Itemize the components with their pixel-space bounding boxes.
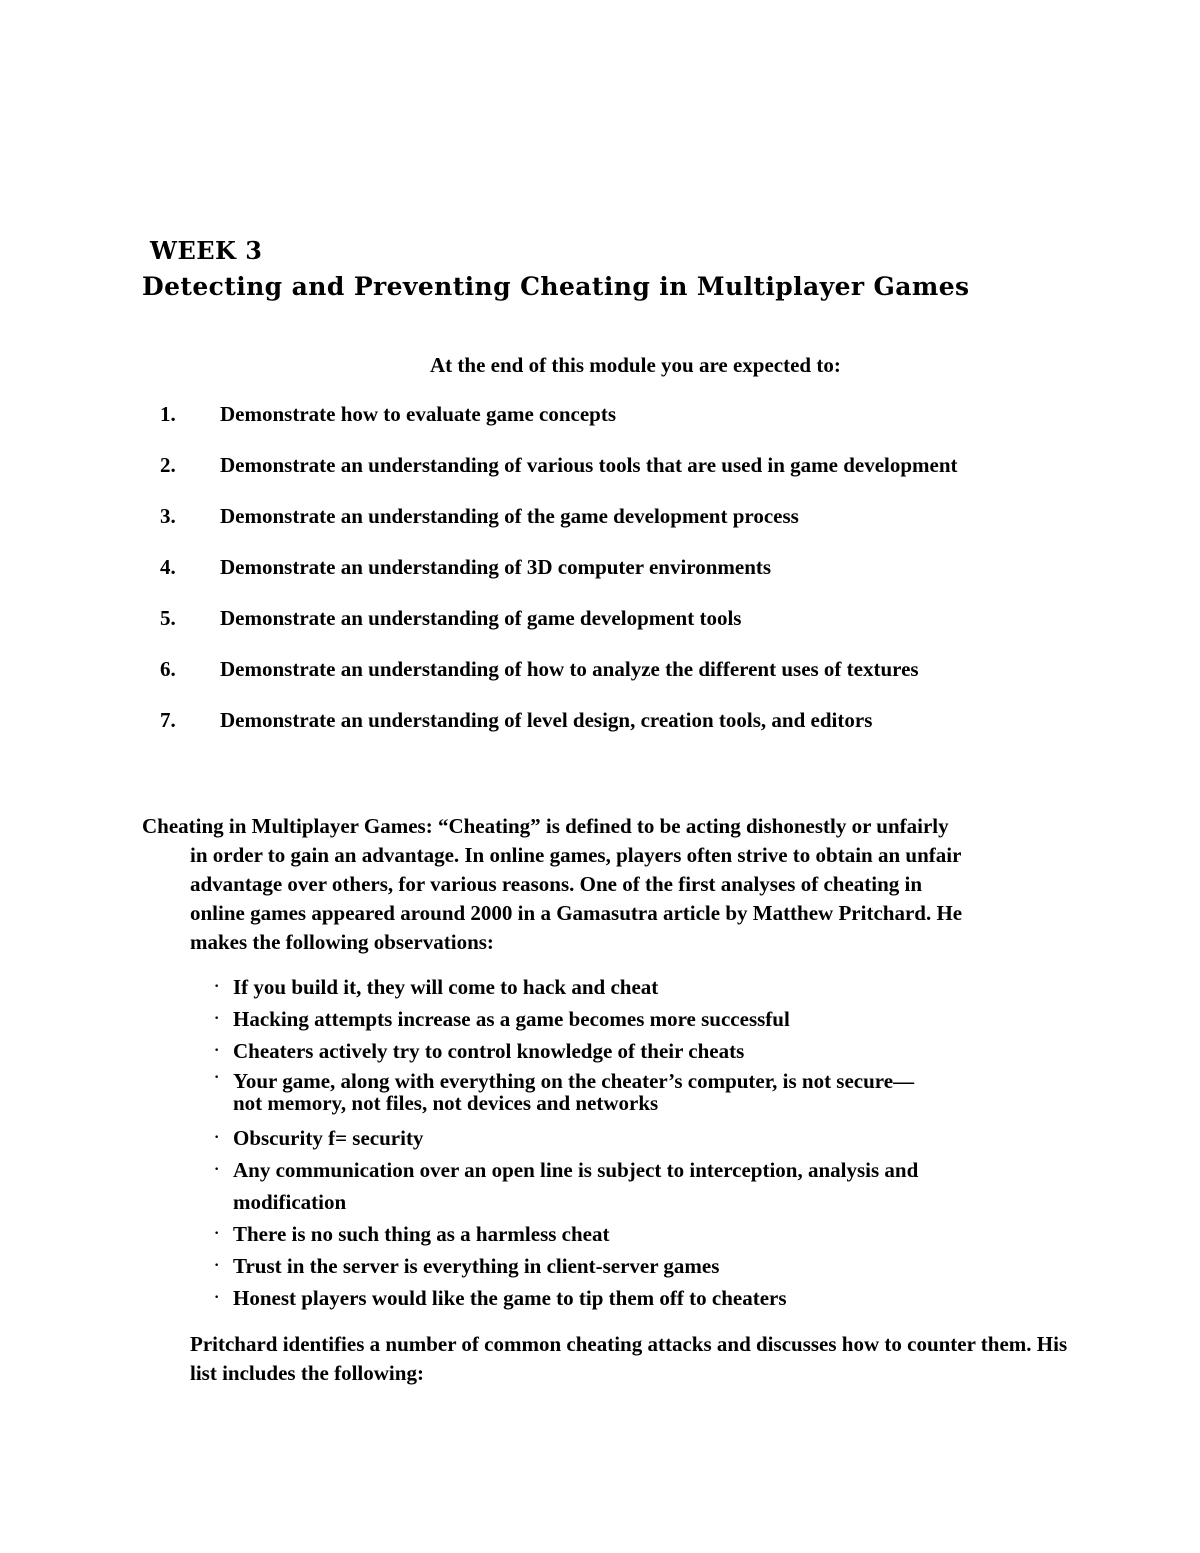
bullet-icon: · [214, 1257, 220, 1274]
observation-text: Your game, along with everything on the cheater’s computer, is not secure— not memory, not files, not devices and networks [233, 1069, 915, 1115]
observation-text: Obscurity f= security [233, 1126, 424, 1150]
intro-line: makes the following observations: [190, 930, 494, 954]
intro-line [142, 812, 1062, 841]
objective-item [160, 555, 958, 606]
objective-text: Demonstrate how to evaluate game concepts [220, 402, 616, 426]
bullet-icon: · [214, 978, 220, 995]
objective-number: 4. [160, 555, 176, 579]
bullet-icon: · [214, 1225, 220, 1242]
objective-number: 6. [160, 657, 176, 681]
intro-line: advantage over others, for various reasons. One of the first analyses of cheating in [190, 872, 923, 896]
objective-number: 2. [160, 453, 176, 477]
intro-line: in order to gain an advantage. In online games, players often strive to obtain an unfair [190, 843, 962, 867]
intro-paragraph [142, 812, 1062, 957]
bullet-icon: · [214, 1010, 220, 1027]
observation-item [214, 1250, 1054, 1282]
objective-number: 7. [160, 708, 176, 732]
observation-item [214, 1035, 1054, 1067]
objective-item [160, 657, 958, 708]
week-label: WEEK 3 [150, 236, 263, 265]
observation-text: Hacking attempts increase as a game becomes more successful [233, 1007, 790, 1031]
objective-text: Demonstrate an understanding of level design, creation tools, and editors [220, 708, 873, 732]
objective-text: Demonstrate an understanding of the game development process [220, 504, 799, 528]
observation-item [214, 1122, 1054, 1154]
observation-item [214, 971, 1054, 1003]
intro-line: online games appeared around 2000 in a Gamasutra article by Matthew Pritchard. He [190, 901, 963, 925]
bullet-icon: · [214, 1161, 220, 1178]
document-title: Detecting and Preventing Cheating in Multiplayer Games [142, 272, 970, 301]
intro-lead: Cheating in Multiplayer Games: [142, 814, 433, 838]
objective-text: Demonstrate an understanding of various tools that are used in game development [220, 453, 958, 477]
observation-text: There is no such thing as a harmless cheat [233, 1222, 610, 1246]
objective-item [160, 708, 958, 759]
observations-list [214, 971, 1054, 1314]
objective-number: 1. [160, 402, 176, 426]
objective-item [160, 606, 958, 657]
observation-item [214, 1218, 1054, 1250]
observation-item [214, 1067, 1054, 1122]
objective-text: Demonstrate an understanding of game development tools [220, 606, 742, 630]
bullet-icon: · [214, 1069, 220, 1086]
closing-paragraph: Pritchard identifies a number of common cheating attacks and discusses how to counter them. His list includes the following: [190, 1332, 1068, 1385]
observation-text: Honest players would like the game to tip them off to cheaters [233, 1286, 787, 1310]
objectives-list [160, 402, 958, 759]
objective-item [160, 504, 958, 555]
objective-text: Demonstrate an understanding of 3D computer environments [220, 555, 772, 579]
objective-text: Demonstrate an understanding of how to analyze the different uses of textures [220, 657, 919, 681]
objectives-heading: At the end of this module you are expected to: [430, 353, 841, 377]
observation-text: If you build it, they will come to hack and cheat [233, 975, 659, 999]
observation-text: Trust in the server is everything in client-server games [233, 1254, 720, 1278]
objective-item [160, 402, 958, 453]
observation-item [214, 1154, 1054, 1218]
observation-item [214, 1282, 1054, 1314]
objective-item [160, 453, 958, 504]
objective-number: 3. [160, 504, 176, 528]
intro-text: “Cheating” is defined to be acting dishonestly or unfairly [437, 814, 949, 838]
observation-text: Cheaters actively try to control knowledge of their cheats [233, 1039, 745, 1063]
objective-number: 5. [160, 606, 176, 630]
bullet-icon: · [214, 1042, 220, 1059]
bullet-icon: · [214, 1129, 220, 1146]
observation-item [214, 1003, 1054, 1035]
observation-text: Any communication over an open line is subject to interception, analysis and modification [233, 1158, 919, 1214]
bullet-icon: · [214, 1289, 220, 1306]
